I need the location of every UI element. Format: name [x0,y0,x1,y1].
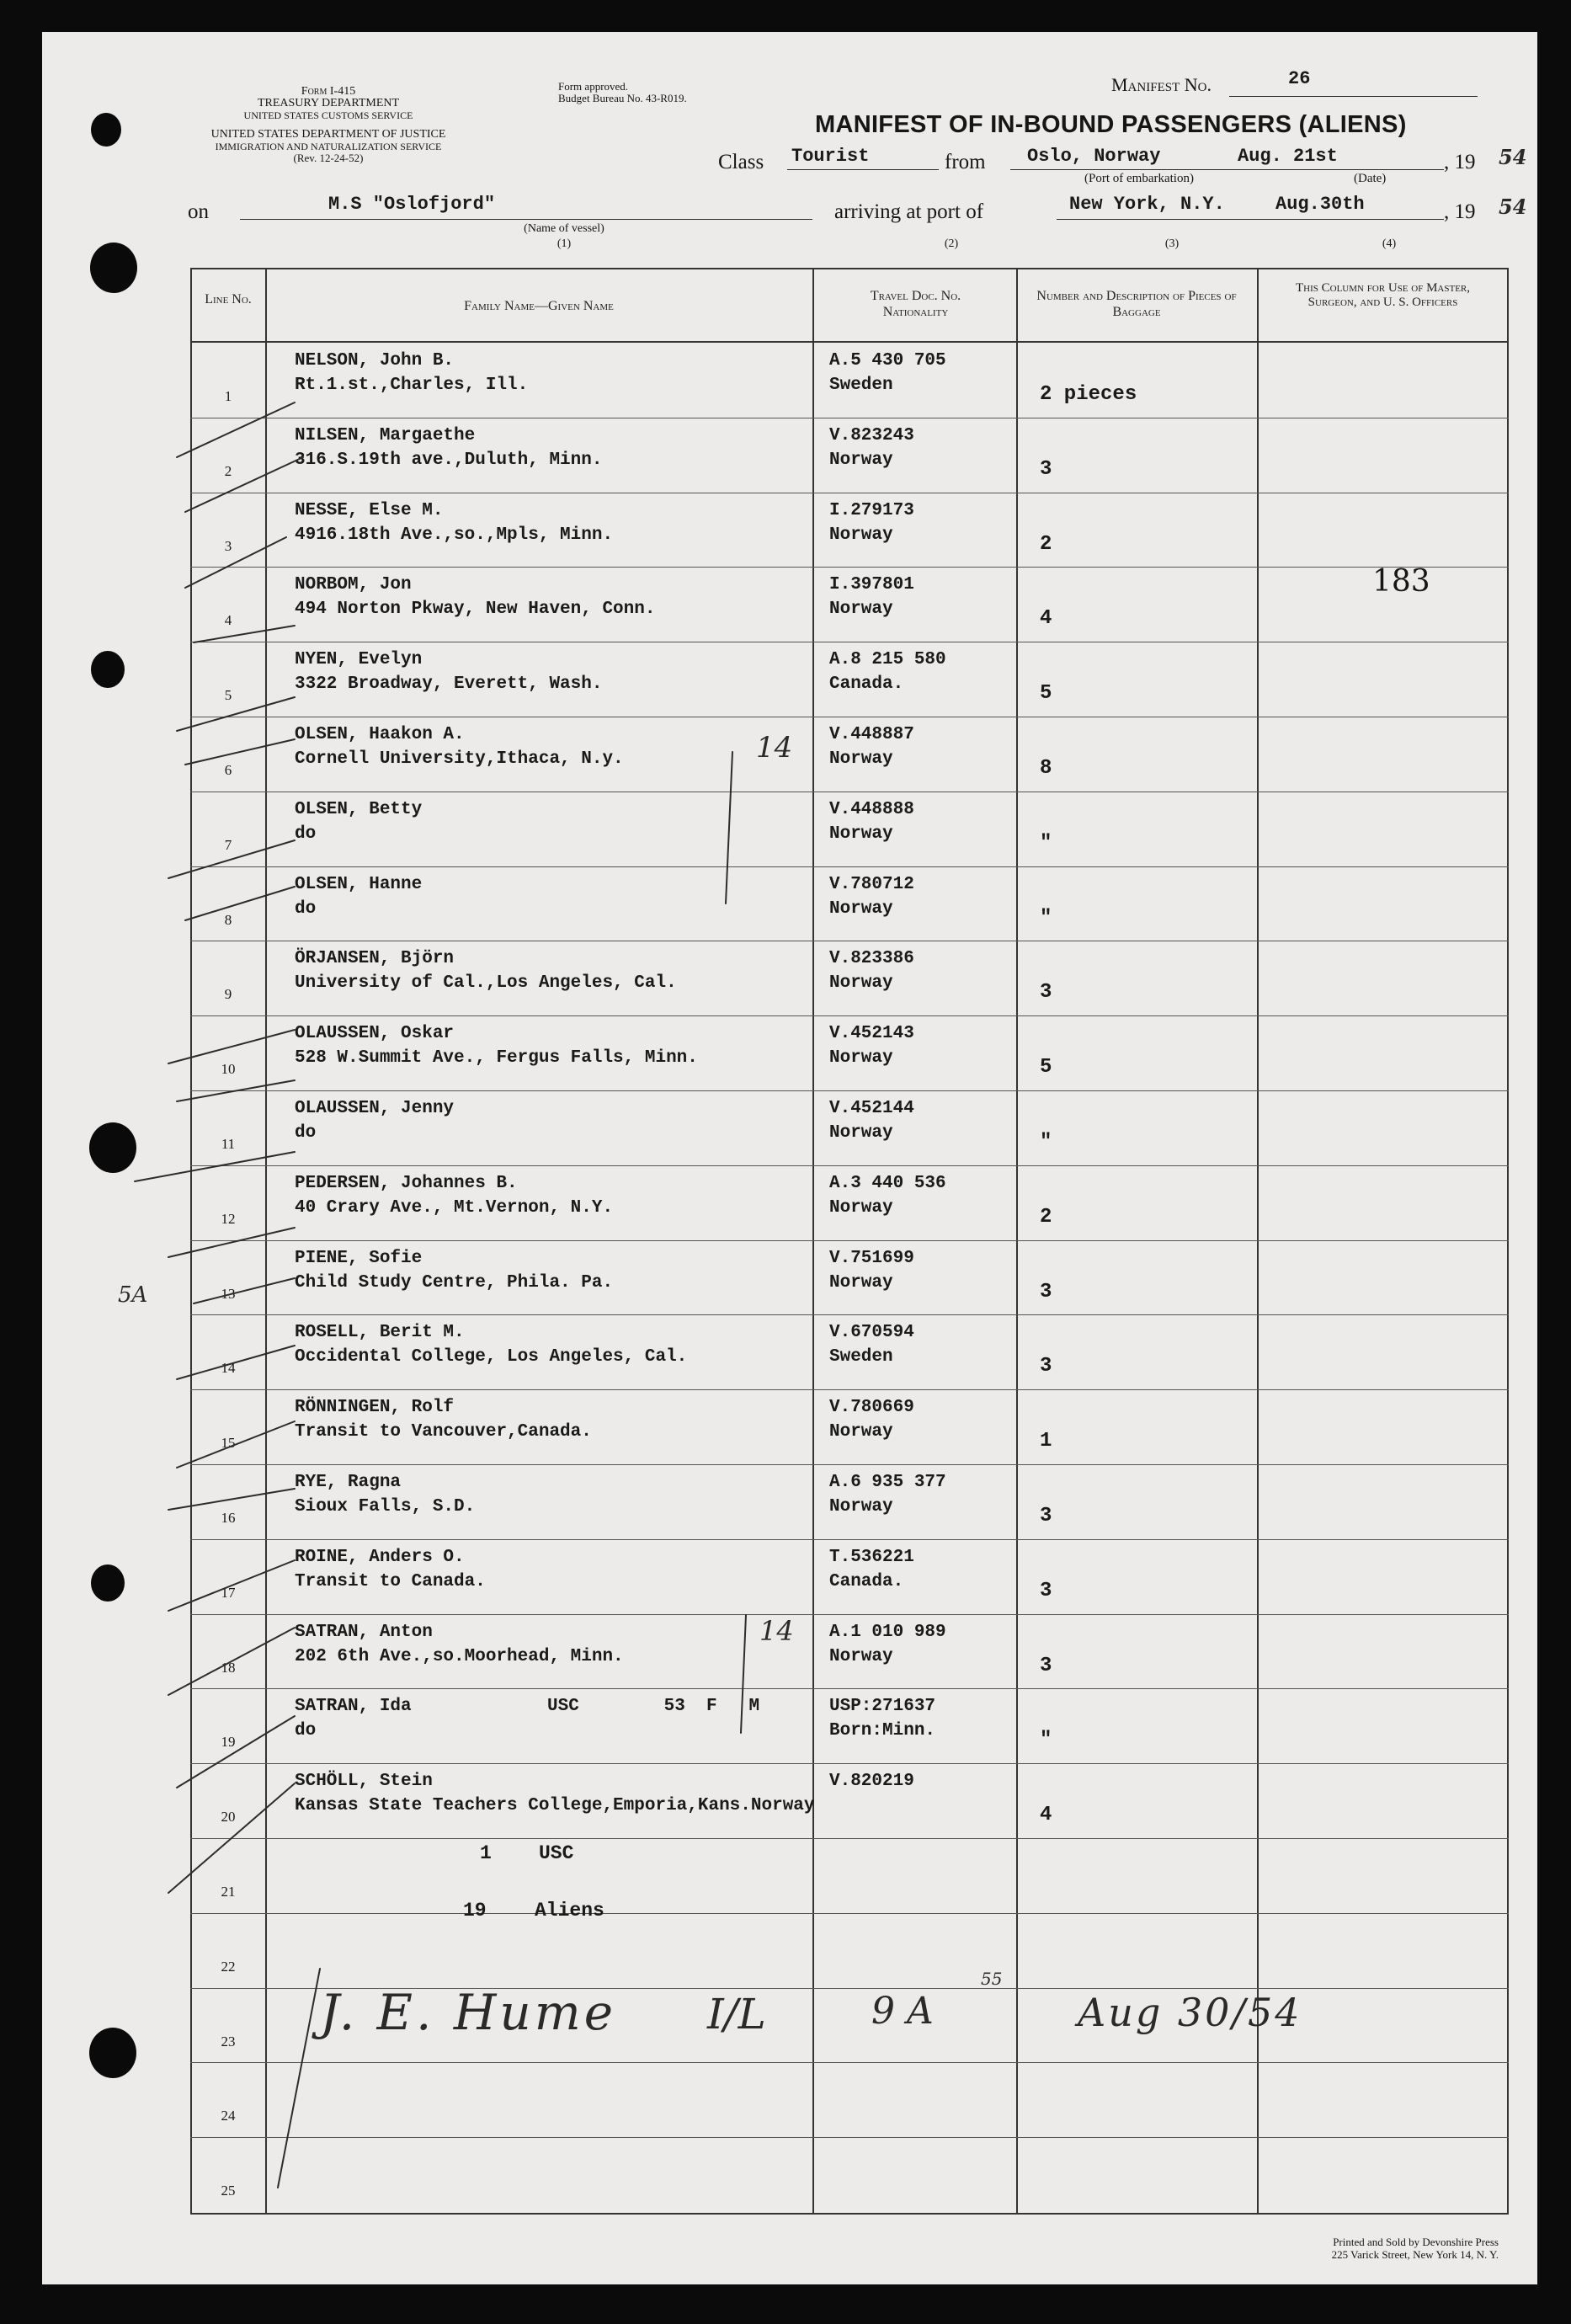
handwritten-14-a: 14 [756,731,793,765]
dept-name: TREASURY DEPARTMENT [257,97,400,109]
passenger-name: SCHÖLL, Stein [295,1772,433,1791]
vessel-name: M.S "Oslofjord" [328,194,496,215]
arrival-year: 54 [1499,195,1527,219]
baggage-count: " [1040,907,1052,930]
nationality: Norway [829,824,893,844]
printer-line-2: 225 Varick Street, New York 14, N. Y. [1331,2248,1499,2261]
travel-doc-no: V.670594 [829,1323,914,1342]
line-number: 1 [224,388,232,404]
travel-doc-no: V.448888 [829,800,914,819]
line-number: 4 [224,612,232,628]
budget-no: Budget Bureau No. 43-R019. [558,92,687,104]
col-header-doc: Travel Doc. No. Nationality [870,289,961,319]
arrival-year-prefix: , 19 [1444,200,1476,223]
travel-doc-no: A.1 010 989 [829,1623,946,1642]
travel-doc-no: V.780712 [829,875,914,894]
on-label: on [188,200,209,223]
embarkation-port: Oslo, Norway [1027,146,1161,167]
nationality: Norway [829,1422,893,1442]
passenger-address: University of Cal.,Los Angeles, Cal. [295,973,677,993]
passenger-name: RYE, Ragna [295,1473,402,1492]
col2-num: (2) [944,237,959,250]
line-number: 2 [224,463,232,479]
nationality: Norway [829,1273,893,1293]
year-prefix: , 19 [1444,151,1476,173]
passenger-name: OLSEN, Betty [295,800,423,819]
passenger-name: NORBOM, Jon [295,575,412,594]
travel-doc-no: V.452144 [829,1099,914,1118]
baggage-count: " [1040,1729,1052,1751]
travel-doc-no: V.823386 [829,949,914,968]
line-number: 25 [221,2183,236,2199]
line-number: 18 [221,1660,236,1676]
line-number: 19 [221,1734,236,1750]
passenger-name: PEDERSEN, Johannes B. [295,1174,518,1193]
travel-doc-no: V.820219 [829,1772,914,1791]
passenger-address: do [295,899,317,919]
nationality: Norway [829,749,893,769]
travel-doc-no: A.5 430 705 [829,351,946,370]
nationality: Sweden [829,376,893,395]
nationality: Norway [829,973,893,993]
total-aliens-label: Aliens [535,1900,604,1922]
line-number: 13 [221,1286,236,1302]
travel-doc-no: A.8 215 580 [829,650,946,669]
handwritten-5a: 5A [118,1282,148,1308]
nationality: Norway [829,1048,893,1068]
travel-doc-no: V.448887 [829,725,914,744]
nationality: Sweden [829,1347,893,1367]
arrival-date: Aug.30th [1275,194,1365,215]
passenger-extra: USC 53 F M [547,1697,760,1716]
nationality: Norway [829,899,893,919]
embarkation-date: Aug. 21st [1238,146,1338,167]
manifest-title: MANIFEST OF IN-BOUND PASSENGERS (ALIENS) [815,111,1407,138]
passenger-address: 40 Crary Ave., Mt.Vernon, N.Y. [295,1198,614,1218]
passenger-name: NYEN, Evelyn [295,650,423,669]
line-number: 20 [221,1809,236,1825]
signature-name: J. E. Hume [320,1984,617,2041]
signature-time: 9 A [871,1990,934,2033]
passenger-address: 494 Norton Pkway, New Haven, Conn. [295,600,656,619]
passenger-address: Transit to Canada. [295,1572,486,1591]
col4-num: (4) [1382,237,1397,250]
printer-line-1: Printed and Sold by Devonshire Press [1333,2236,1499,2248]
passenger-address: 202 6th Ave.,so.Moorhead, Minn. [295,1647,624,1666]
vessel-caption-num: (1) [557,237,572,250]
signature-date: Aug 30/54 [1078,1990,1302,2035]
travel-doc-no: V.751699 [829,1249,914,1268]
line-number: 14 [221,1360,236,1376]
col3-num: (3) [1164,237,1180,250]
class-value: Tourist [791,146,870,167]
nationality: Born:Minn. [829,1721,936,1740]
line-number: 23 [221,2034,236,2049]
travel-doc-no: I.279173 [829,501,914,520]
col-header-line: Line No. [205,292,252,306]
nationality: Norway [829,1497,893,1516]
passenger-name: SATRAN, Ida [295,1697,412,1716]
total-usc-label: USC [539,1842,574,1864]
passenger-name: NELSON, John B. [295,351,455,370]
passenger-name: OLAUSSEN, Oskar [295,1024,455,1043]
officer-number: 183 [1372,564,1430,599]
arriving-label: arriving at port of [834,200,984,223]
nationality: Norway [829,1647,893,1666]
revision: (Rev. 12-24-52) [293,152,364,164]
justice-dept: UNITED STATES DEPARTMENT OF JUSTICE [210,128,446,141]
baggage-count: 3 [1040,981,1052,1004]
manifest-page [42,32,1537,2284]
col-header-officers: This Column for Use of Master, Surgeon, and U. S. Officers [1295,281,1471,309]
col-header-name: Family Name—Given Name [464,299,614,313]
baggage-count: 2 [1040,1206,1052,1229]
passenger-address: Transit to Vancouver,Canada. [295,1422,592,1442]
line-number: 9 [224,986,232,1002]
passenger-name: ROSELL, Berit M. [295,1323,465,1342]
line-number: 11 [221,1136,236,1152]
passenger-address: Cornell University,Ithaca, N.y. [295,749,624,769]
passenger-address: do [295,1721,317,1740]
baggage-count: 1 [1040,1430,1052,1452]
line-number: 8 [224,912,232,928]
signature-time-sup: 55 [981,1969,1003,1989]
travel-doc-no: T.536221 [829,1548,914,1567]
baggage-count: 5 [1040,682,1052,705]
manifest-no-label: Manifest No. [1111,74,1212,95]
travel-doc-no: V.452143 [829,1024,914,1043]
travel-doc-no: A.6 935 377 [829,1473,946,1492]
line-number: 10 [221,1061,236,1077]
form-id: Form I-415 [301,85,356,98]
travel-doc-no: A.3 440 536 [829,1174,946,1193]
baggage-count: 8 [1040,757,1052,780]
baggage-count: 2 pieces [1040,383,1137,406]
nationality: Norway [829,1123,893,1143]
baggage-count: " [1040,1131,1052,1154]
nationality: Norway [829,450,893,470]
travel-doc-no: I.397801 [829,575,914,594]
passenger-address: do [295,824,317,844]
year-value: 54 [1499,145,1527,169]
passenger-name: NESSE, Else M. [295,501,444,520]
passenger-address: Child Study Centre, Phila. Pa. [295,1273,614,1293]
baggage-count: 4 [1040,607,1052,630]
manifest-no: 26 [1288,68,1311,89]
line-number: 24 [221,2108,236,2124]
class-label: Class [718,151,764,173]
nationality: Norway [829,600,893,619]
passenger-name: ROINE, Anders O. [295,1548,465,1567]
passenger-name: SATRAN, Anton [295,1623,433,1642]
ins-name: IMMIGRATION AND NATURALIZATION SERVICE [215,141,442,152]
passenger-address: 316.S.19th ave.,Duluth, Minn. [295,450,603,470]
total-usc-count: 1 [480,1842,492,1864]
baggage-count: 3 [1040,1655,1052,1677]
baggage-count: " [1040,832,1052,855]
col-header-baggage: Number and Description of Pieces of Baggage [1036,289,1237,319]
passenger-name: RÖNNINGEN, Rolf [295,1398,455,1417]
passenger-address: Rt.1.st.,Charles, Ill. [295,376,529,395]
nationality: Norway [829,525,893,545]
nationality: Norway [829,1198,893,1218]
baggage-count: 3 [1040,1505,1052,1527]
passenger-name: PIENE, Sofie [295,1249,423,1268]
passenger-name: OLSEN, Hanne [295,875,423,894]
baggage-count: 4 [1040,1804,1052,1826]
line-number: 16 [221,1510,236,1526]
date-caption: (Date) [1354,172,1387,185]
passenger-address: 3322 Broadway, Everett, Wash. [295,674,603,694]
arrival-port: New York, N.Y. [1069,194,1225,215]
line-number: 15 [221,1435,236,1451]
port-caption: (Port of embarkation) [1084,172,1194,185]
baggage-count: 2 [1040,533,1052,556]
line-number: 21 [221,1884,236,1900]
passenger-address: 4916.18th Ave.,so.,Mpls, Minn. [295,525,614,545]
line-number: 22 [221,1959,236,1975]
passenger-name: ÖRJANSEN, Björn [295,949,455,968]
passenger-address: Occidental College, Los Angeles, Cal. [295,1347,688,1367]
passenger-name: NILSEN, Margaethe [295,426,476,445]
nationality: Canada. [829,674,904,694]
passenger-name: OLAUSSEN, Jenny [295,1099,455,1118]
passenger-address: Kansas State Teachers College,Emporia,Kans.Norway [295,1796,815,1815]
total-aliens-count: 19 [463,1900,487,1922]
line-number: 3 [224,538,232,554]
line-number: 7 [224,837,232,853]
from-label: from [945,151,986,173]
signature-initials: I/L [707,1990,766,2039]
baggage-count: 3 [1040,1580,1052,1602]
line-number: 12 [221,1211,236,1227]
vessel-caption: (Name of vessel) [524,222,604,235]
passenger-name: OLSEN, Haakon A. [295,725,465,744]
baggage-count: 3 [1040,458,1052,481]
handwritten-14-b: 14 [759,1615,794,1647]
service-name: UNITED STATES CUSTOMS SERVICE [243,109,413,121]
nationality: Canada. [829,1572,904,1591]
baggage-count: 5 [1040,1056,1052,1079]
baggage-count: 3 [1040,1281,1052,1303]
passenger-address: 528 W.Summit Ave., Fergus Falls, Minn. [295,1048,698,1068]
passenger-address: Sioux Falls, S.D. [295,1497,476,1516]
pen-marks [42,32,1537,2284]
travel-doc-no: USP:271637 [829,1697,936,1716]
line-number: 6 [224,762,232,778]
line-number: 17 [221,1585,236,1601]
passenger-address: do [295,1123,317,1143]
travel-doc-no: V.780669 [829,1398,914,1417]
baggage-count: 3 [1040,1355,1052,1378]
line-number: 5 [224,687,232,703]
travel-doc-no: V.823243 [829,426,914,445]
form-approved: Form approved. [558,80,629,93]
